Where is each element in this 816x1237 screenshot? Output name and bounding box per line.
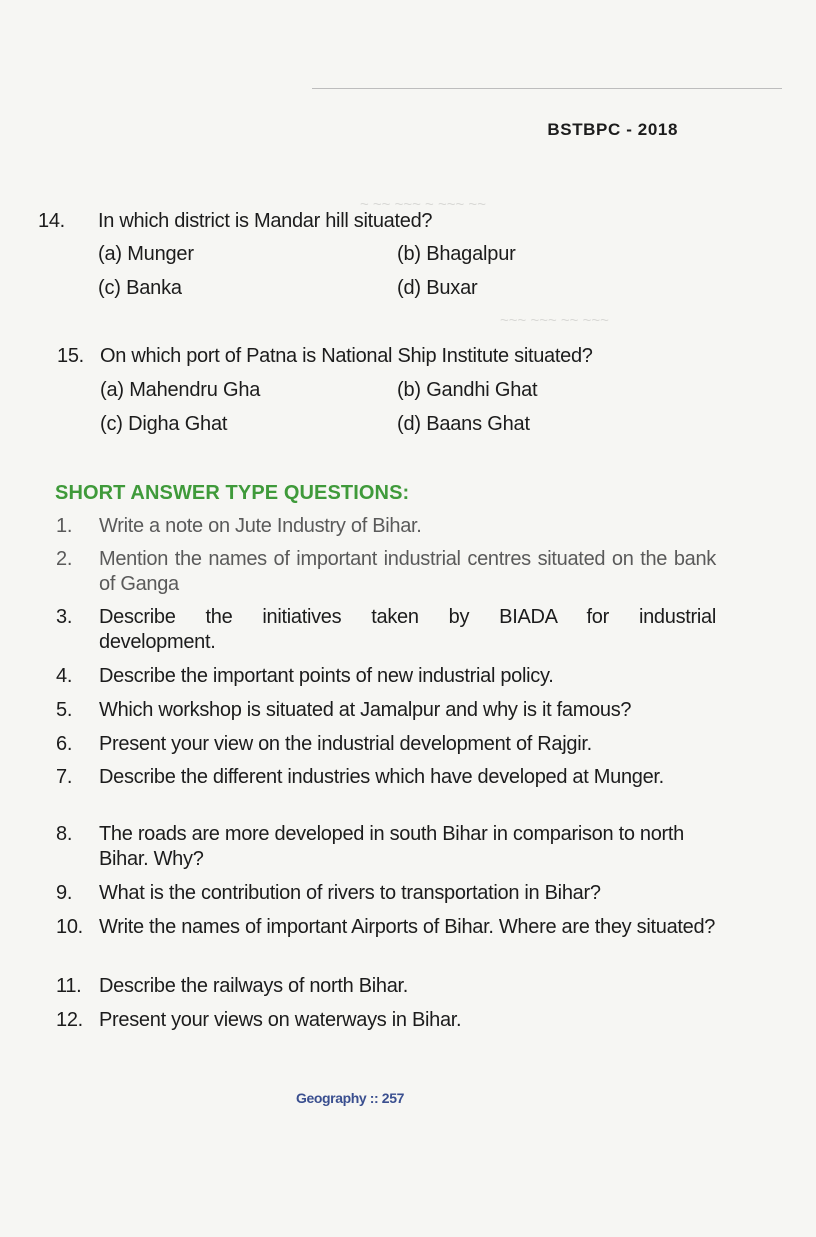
option-d: (d) Buxar — [397, 277, 478, 299]
question-number: 14. — [38, 210, 65, 232]
paper-code: BSTBPC - 2018 — [547, 120, 678, 139]
option-a: (a) Munger — [98, 243, 194, 265]
item-text: What is the contribution of rivers to transportation in Bihar? — [99, 882, 601, 904]
bleed-through-mark: ~~~ ~~~ ~~ ~~~ — [500, 312, 609, 329]
item-text: Write a note on Jute Industry of Bihar. — [99, 515, 422, 537]
question-number: 15. — [57, 345, 84, 367]
item-number: 6. — [56, 733, 73, 755]
question-text: In which district is Mandar hill situated? — [98, 210, 433, 232]
item-text: The roads are more developed in south Bihar in comparison to north Bihar. Why? — [99, 823, 684, 870]
item-text: Describe the initiatives taken by BIADA for industrial development. — [99, 606, 716, 653]
bleed-through-mark: ~ ~~ ~~~ ~ ~~~ ~~ — [360, 196, 486, 213]
item-text: Present your view on the industrial development of Rajgir. — [99, 733, 592, 755]
item-number: 7. — [56, 766, 73, 788]
item-number: 5. — [56, 699, 73, 721]
option-c: (c) Digha Ghat — [100, 413, 228, 435]
item-text: Describe the different industries which have developed at Munger. — [99, 766, 664, 788]
option-a: (a) Mahendru Gha — [100, 379, 261, 401]
item-text: Describe the important points of new industrial policy. — [99, 665, 554, 687]
item-number: 8. — [56, 823, 73, 845]
item-number: 10. — [56, 916, 83, 938]
item-text: Describe the railways of north Bihar. — [99, 975, 409, 997]
page-footer: Geography :: 257 — [296, 1090, 404, 1106]
item-text: Present your views on waterways in Bihar. — [99, 1009, 462, 1031]
question-text: On which port of Patna is National Ship Institute situated? — [100, 345, 593, 367]
item-number: 1. — [56, 515, 73, 537]
item-text: Write the names of important Airports of Bihar. Where are they situated? — [99, 916, 716, 938]
option-c: (c) Banka — [98, 277, 182, 299]
option-b: (b) Gandhi Ghat — [397, 379, 538, 401]
option-b: (b) Bhagalpur — [397, 243, 516, 265]
item-text: Which workshop is situated at Jamalpur and why is it famous? — [99, 699, 632, 721]
item-number: 4. — [56, 665, 73, 687]
item-number: 9. — [56, 882, 73, 904]
section-heading: SHORT ANSWER TYPE QUESTIONS: — [55, 482, 410, 504]
header-rule — [312, 88, 782, 89]
option-d: (d) Baans Ghat — [397, 413, 530, 435]
item-number: 11. — [56, 975, 82, 997]
item-number: 3. — [56, 606, 73, 628]
item-number: 2. — [56, 548, 73, 570]
item-number: 12. — [56, 1009, 83, 1031]
item-text: Mention the names of important industrial centres situated on the bank of Ganga — [99, 548, 716, 595]
